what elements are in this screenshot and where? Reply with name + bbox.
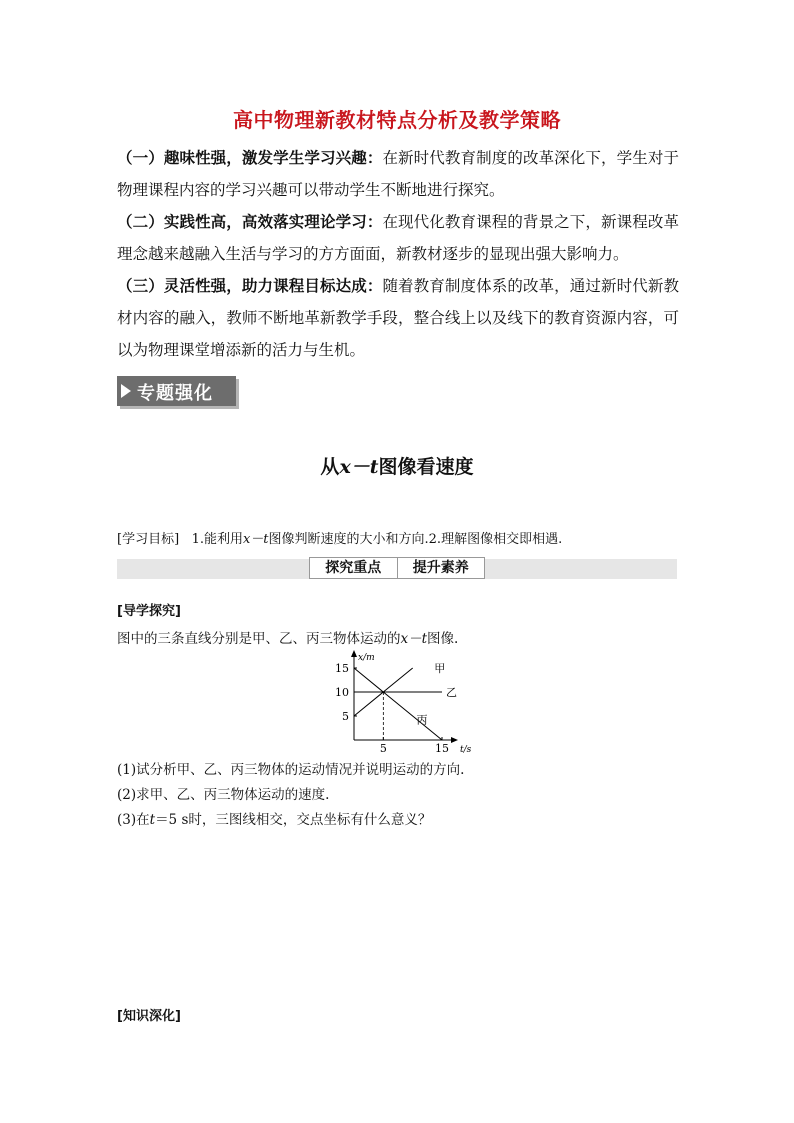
paragraph-body: 在现代化教育课程的背景之下，新课程改革理念越来越融入生活与学习的方方面面，新教材逐步的显现出强大影响力。	[117, 213, 679, 263]
learning-goals	[117, 528, 562, 547]
intro-post: 图像.	[427, 631, 459, 647]
q3-variable: t	[149, 812, 156, 828]
guide-heading: [导学探究]	[117, 604, 181, 619]
question-1: (1)试分析甲、乙、丙三物体的运动情况并说明运动的方向.	[117, 762, 465, 778]
paragraph-lead: （二）实践性高，高效落实理论学习：	[117, 213, 383, 231]
title-suffix: 图像看速度	[378, 456, 474, 478]
section-bar-left: 探究重点	[325, 560, 382, 576]
question-2: (2)求甲、乙、丙三物体运动的速度.	[117, 787, 330, 803]
paragraph-3	[117, 270, 679, 366]
paragraph-lead: （三）灵活性强，助力课程目标达成：	[117, 277, 383, 295]
guide-intro	[117, 627, 458, 647]
x-tick-label: 15	[435, 742, 449, 755]
y-axis-label: x/m	[358, 653, 375, 663]
banner-label: 专题强化	[137, 383, 213, 404]
title-prefix: 从	[320, 456, 340, 478]
xt-graph	[330, 652, 472, 755]
paragraph-body: 在新时代教育制度的改革深化下，学生对于物理课程内容的学习兴趣可以带动学生不断地进行探究。	[117, 149, 679, 199]
goals-variable: x－t	[242, 532, 269, 547]
paragraph-1	[117, 142, 679, 206]
section-bar-box	[309, 557, 485, 579]
paragraph-2	[117, 206, 679, 270]
section-title	[0, 452, 794, 479]
topic-banner	[117, 376, 236, 406]
series-label: 甲	[434, 662, 446, 675]
paragraph-body: 随着教育制度体系的改革，通过新时代新教材内容的融入，教师不断地革新教学手段，整合线上以及线下的教育资源内容，可以为物理课堂增添新的活力与生机。	[117, 277, 679, 359]
x-axis-arrow-icon	[451, 737, 458, 743]
goals-pre: 1.能利用	[191, 532, 243, 547]
series-line-3	[354, 668, 442, 740]
x-axis-label: t/s	[460, 745, 472, 755]
paragraph-lead: （一）趣味性强，激发学生学习兴趣：	[117, 149, 383, 167]
series-label: 丙	[416, 713, 428, 727]
intro-pre: 图中的三条直线分别是甲、乙、丙三物体运动的	[117, 631, 401, 647]
knowledge-heading: [知识深化]	[117, 1009, 181, 1024]
y-tick-label: 10	[335, 686, 349, 699]
title-variable: x－t	[339, 456, 379, 478]
page-title: 高中物理新教材特点分析及教学策略	[233, 108, 561, 132]
section-bar	[117, 559, 677, 579]
y-tick-label: 15	[335, 662, 349, 675]
y-tick-label: 5	[342, 710, 349, 723]
intro-variable: x－t	[400, 631, 428, 647]
question-3	[117, 808, 431, 828]
q3-post: ＝5 s时，三图线相交，交点坐标有什么意义？	[155, 812, 432, 828]
series-label: 乙	[446, 686, 457, 699]
q3-pre: (3)在	[117, 812, 150, 828]
goals-tag: [学习目标]	[117, 532, 180, 547]
section-bar-right: 提升素养	[397, 558, 485, 578]
goals-post: 图像判断速度的大小和方向.2.理解图像相交即相遇.	[268, 532, 563, 547]
play-triangle-icon	[121, 384, 131, 398]
x-tick-label: 5	[379, 742, 387, 755]
y-axis-arrow-icon	[351, 650, 357, 657]
